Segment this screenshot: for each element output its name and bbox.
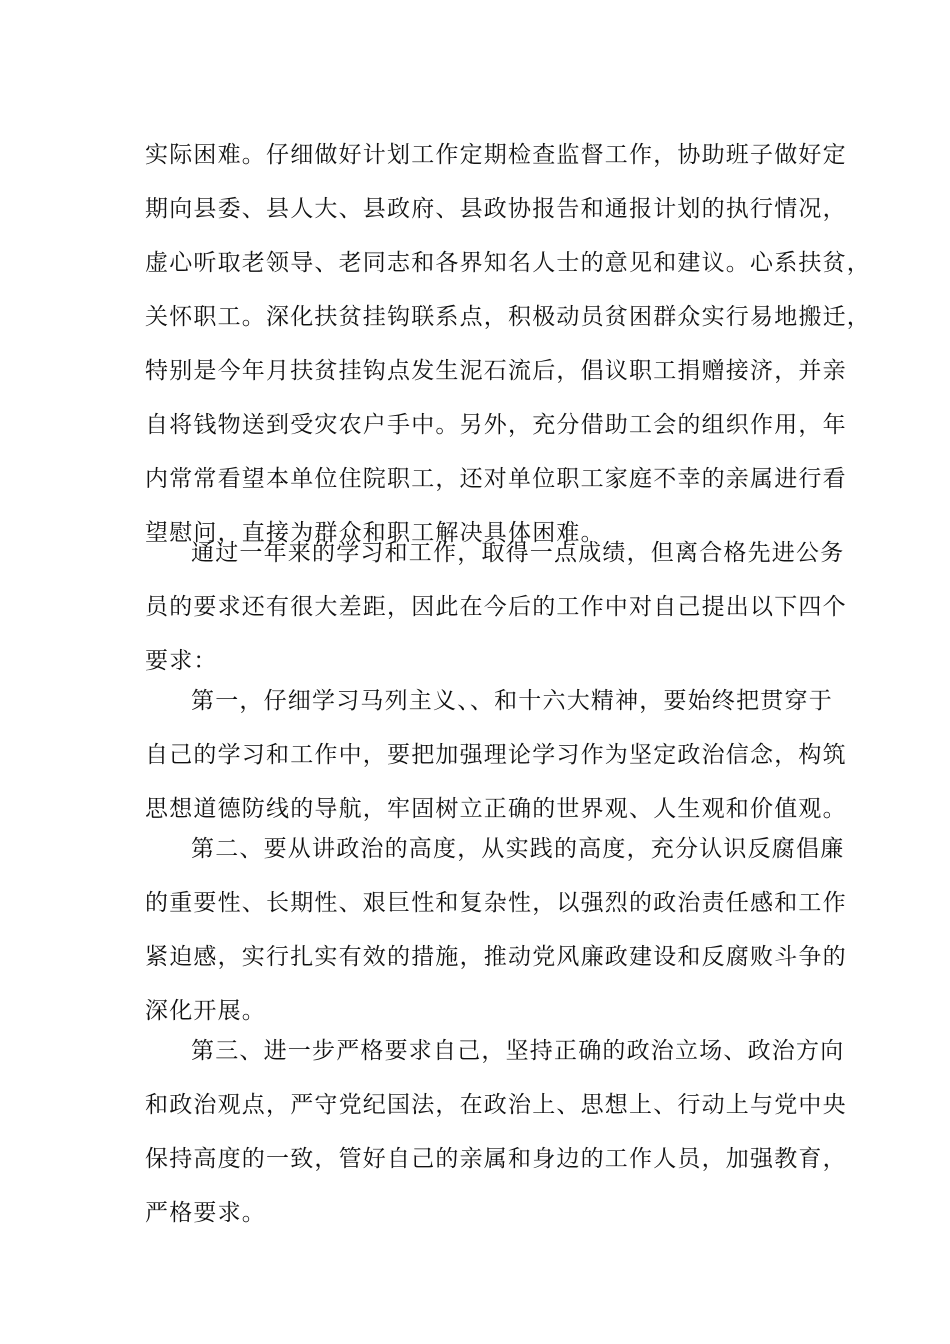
text-line: 望慰问，直接为群众和职工解决具体困难。 [145,520,605,546]
text-line: 通过一年来的学习和工作，取得一点成绩，但离合格先进公务 [191,540,845,566]
text-line: 内常常看望本单位住院职工，还对单位职工家庭不幸的亲属进行看 [145,466,847,492]
text-line: 和政治观点，严守党纪国法，在政治上、思想上、行动上与党中央 [145,1092,847,1118]
text-line: 深化开展。 [145,998,266,1024]
text-line: 自将钱物送到受灾农户手中。另外，充分借助工会的组织作用，年 [145,412,847,438]
text-line: 自己的学习和工作中，要把加强理论学习作为坚定政治信念，构筑 [145,742,847,768]
paragraph-self-requirements-intro [145,526,847,688]
text-line: 虚心听取老领导、老同志和各界知名人士的意见和建议。心系扶贫， [145,250,871,276]
text-line: 思想道德防线的导航，牢固树立正确的世界观、人生观和价值观。 [145,796,847,822]
text-line: 保持高度的一致，管好自己的亲属和身边的工作人员，加强教育， [145,1146,847,1172]
text-line: 严格要求。 [145,1200,266,1226]
text-line: 第二、要从讲政治的高度，从实践的高度，充分认识反腐倡廉 [191,836,845,862]
text-line: 实际困难。仔细做好计划工作定期检查监督工作，协助班子做好定 [145,142,847,168]
paragraph-requirement-third [145,1024,847,1240]
text-line: 关怀职工。深化扶贫挂钩联系点，积极动员贫困群众实行易地搬迁， [145,304,871,330]
text-line: 的重要性、长期性、艰巨性和复杂性，以强烈的政治责任感和工作 [145,890,847,916]
paragraph-requirement-first [145,674,847,836]
text-line: 特别是今年月扶贫挂钩点发生泥石流后，倡议职工捐赠接济，并亲 [145,358,847,384]
text-line: 第三、进一步严格要求自己，坚持正确的政治立场、政治方向 [191,1038,845,1064]
text-line: 员的要求还有很大差距，因此在今后的工作中对自己提出以下四个 [145,594,847,620]
paragraph-work-summary [145,128,871,560]
text-line: 期向县委、县人大、县政府、县政协报告和通报计划的执行情况， [145,196,847,222]
paragraph-requirement-second [145,822,847,1038]
text-line: 紧迫感，实行扎实有效的措施，推动党风廉政建设和反腐败斗争的 [145,944,847,970]
text-line: 第一，仔细学习马列主义、、和十六大精神，要始终把贯穿于 [191,688,833,714]
text-line: 要求： [145,648,218,674]
